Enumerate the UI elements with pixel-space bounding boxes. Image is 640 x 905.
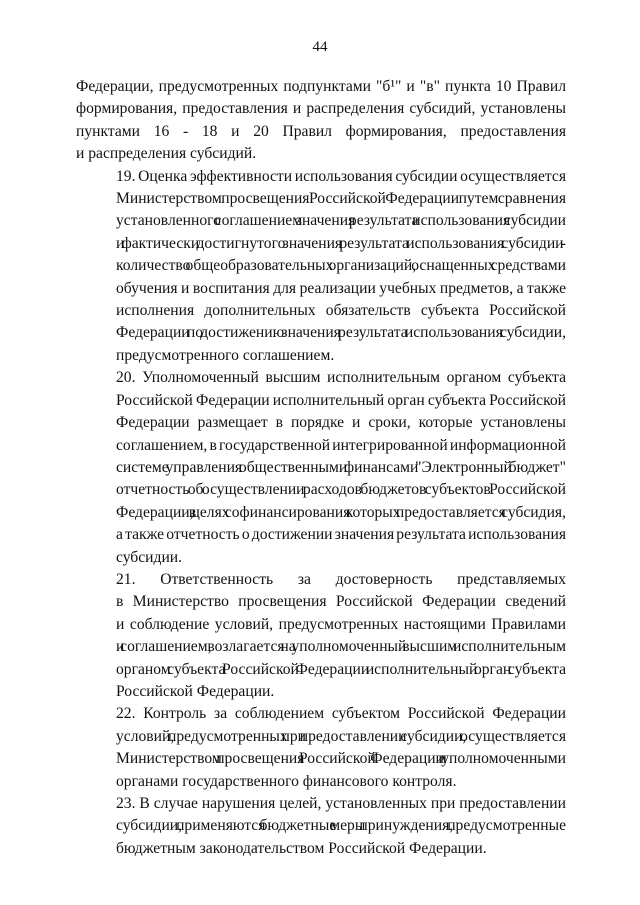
paragraph-p19: [76, 166, 566, 368]
text-line: исполнения дополнительных обязательств субъекта Российской: [116, 302, 566, 320]
text-line: бюджетным законодательством Российской Федерации.: [116, 839, 487, 857]
paragraph-p23: [76, 793, 566, 860]
text-line: 19. Оценка эффективности использования субсидии осуществляется: [116, 167, 566, 185]
text-line: системе управления общественными финансами "Электронный бюджет": [116, 458, 566, 476]
paragraph-p21: [76, 569, 566, 703]
paragraph-p22: [76, 703, 566, 793]
text-line: 22. Контроль за соблюдением субъектом Российской Федерации: [116, 705, 566, 723]
document-body: [76, 76, 566, 860]
text-line: предусмотренного соглашением.: [116, 346, 335, 364]
text-line: отчетность об осуществлении расходов бюджетов субъектов Российской: [116, 481, 566, 499]
text-line: обучения и воспитания для реализации учебных предметов, а также: [116, 279, 566, 297]
text-line: а также отчетность о достижении значения результата использования: [116, 526, 566, 544]
text-line: и фактически достигнутого значения результата использования субсидии -: [116, 234, 566, 252]
text-line: в Министерство просвещения Российской Федерации сведений: [116, 593, 566, 611]
text-line: и соблюдение условий, предусмотренных настоящими Правилами: [116, 615, 566, 633]
text-line: 21. Ответственность за достоверность представляемых: [116, 570, 566, 588]
text-line: формирования, предоставления и распределения субсидий, установлены: [76, 100, 566, 118]
paragraph-p20: [76, 367, 566, 569]
text-line: субсидии.: [116, 548, 183, 566]
text-line: 20. Уполномоченный высшим исполнительным органом субъекта: [116, 369, 566, 387]
text-line: Федерации, предусмотренных подпунктами "б¹" и "в" пункта 10 Правил: [76, 78, 566, 95]
text-line: условий, предусмотренных при предоставлении субсидии, осуществляется: [116, 727, 566, 745]
text-line: Министерством просвещения Российской Федерации путем сравнения: [116, 190, 566, 208]
text-line: Российской Федерации.: [116, 682, 275, 700]
text-line: Российской Федерации исполнительный орган субъекта Российской: [116, 391, 566, 409]
page-number: 44: [312, 39, 328, 55]
text-line: органами государственного финансового контроля.: [116, 772, 457, 790]
text-line: пунктами 16 - 18 и 20 Правил формирования, предоставления: [76, 122, 566, 140]
text-line: и распределения субсидий.: [76, 145, 257, 163]
text-line: соглашением, в государственной интегрированной информационной: [116, 436, 566, 454]
text-line: количество общеобразовательных организаций, оснащенных средствами: [116, 257, 566, 275]
text-line: 23. В случае нарушения целей, установленных при предоставлении: [116, 795, 566, 812]
text-line: установленного соглашением значения результата использования субсидии: [116, 212, 566, 230]
text-line: Федерации по достижению значения результата использования субсидии,: [116, 324, 566, 342]
text-line: органом субъекта Российской Федерации исполнительный орган субъекта: [116, 660, 566, 678]
text-line: субсидии, применяются бюджетные меры принуждения, предусмотренные: [116, 817, 566, 835]
text-line: Федерации размещает в порядке и сроки, которые установлены: [116, 414, 566, 432]
text-line: и соглашением, возлагается на уполномоченный высшим исполнительным: [116, 638, 566, 656]
paragraph-continuation: [76, 76, 566, 166]
text-line: Министерством просвещения Российской Федерации и уполномоченными: [116, 750, 566, 768]
text-line: Федерации, в целях софинансирования которых предоставляется субсидия,: [116, 503, 566, 521]
